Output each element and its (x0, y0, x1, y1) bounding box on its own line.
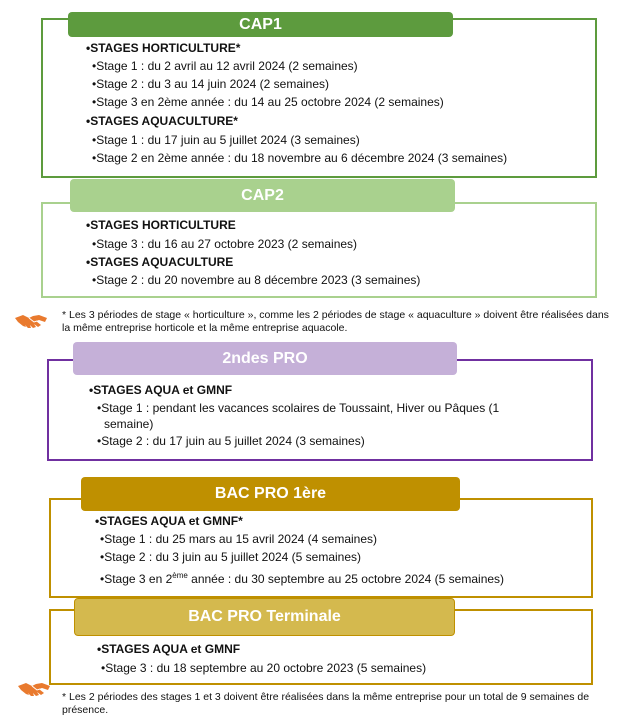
bac1-stage-3-sup: ème (172, 571, 188, 580)
bac1-stage-3 (100, 568, 504, 587)
cap1-aqua-stage-1: •Stage 1 : du 17 juin au 5 juillet 2024 (3 semaines) (92, 133, 360, 147)
pro2-header: 2ndes PRO (73, 342, 457, 375)
bac1-header: BAC PRO 1ère (81, 477, 460, 511)
cap2-heading-aquaculture: •STAGES AQUACULTURE (86, 255, 234, 269)
cap1-aqua-stage-2: •Stage 2 en 2ème année : du 18 novembre au 6 décembre 2024 (3 semaines) (92, 151, 508, 165)
bac1-stage-2: •Stage 2 : du 3 juin au 5 juillet 2024 (5 semaines) (100, 550, 362, 564)
cap2-header: CAP2 (70, 179, 455, 212)
bac1-stage-1: •Stage 1 : du 25 mars au 15 avril 2024 (4 semaines) (100, 532, 378, 546)
bacT-header: BAC PRO Terminale (74, 598, 455, 636)
cap1-stage-1: •Stage 1 : du 2 avril au 12 avril 2024 (2 semaines) (92, 59, 358, 73)
note-same-company: * Les 3 périodes de stage « horticulture », comme les 2 périodes de stage « aquaculture » doivent être réalisées dans la même entreprise horticole et la même entreprise aquacole. (62, 309, 609, 334)
cap2-stage-3: •Stage 3 : du 16 au 27 octobre 2023 (2 semaines) (92, 237, 358, 251)
pro2-heading: •STAGES AQUA et GMNF (89, 383, 233, 397)
cap1-stage-3: •Stage 3 en 2ème année : du 14 au 25 octobre 2024 (2 semaines) (92, 95, 444, 109)
cap2-stage-2: •Stage 2 : du 20 novembre au 8 décembre 2023 (3 semaines) (92, 273, 421, 287)
pro2-stage-1: •Stage 1 : pendant les vacances scolaires de Toussaint, Hiver ou Pâques (1 (97, 401, 500, 415)
note-total-weeks: * Les 2 périodes des stages 1 et 3 doivent être réalisées dans la même entreprise pour un total de 9 semaines de présence. (62, 691, 590, 716)
bac1-heading: •STAGES AQUA et GMNF* (95, 514, 243, 528)
cap1-header: CAP1 (68, 12, 453, 37)
bacT-heading: •STAGES AQUA et GMNF (97, 642, 241, 656)
cap1-stage-2: •Stage 2 : du 3 au 14 juin 2024 (2 semaines) (92, 77, 330, 91)
cap1-heading-horticulture: •STAGES HORTICULTURE* (86, 41, 241, 55)
cap1-heading-aquaculture: •STAGES AQUACULTURE* (86, 114, 238, 128)
bacT-stage-3: •Stage 3 : du 18 septembre au 20 octobre 2023 (5 semaines) (101, 661, 427, 675)
bac1-stage-3-pre: •Stage 3 en 2 (100, 572, 173, 586)
bac1-stage-3-post: année : du 30 septembre au 25 octobre 2024 (5 semaines) (187, 572, 505, 586)
pro2-stage-1-cont: semaine) (104, 417, 154, 431)
cap2-heading-horticulture: •STAGES HORTICULTURE (86, 218, 236, 232)
handshake-icon (17, 680, 51, 698)
handshake-icon (14, 312, 48, 330)
pro2-stage-2: •Stage 2 : du 17 juin au 5 juillet 2024 (3 semaines) (97, 434, 365, 448)
